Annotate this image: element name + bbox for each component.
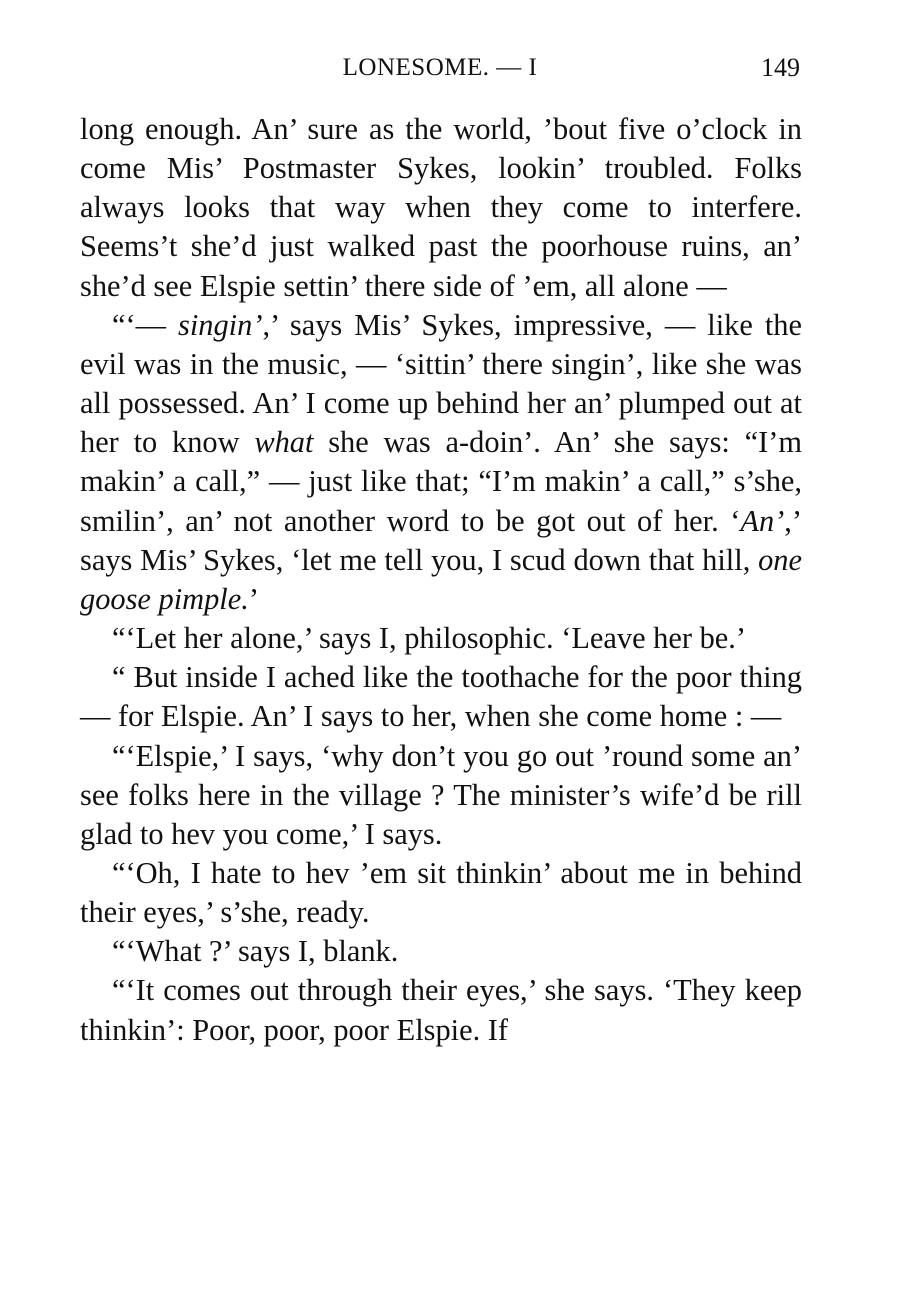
paragraph xyxy=(80,854,802,932)
paragraph xyxy=(80,619,802,658)
text-run: “‘What ?’ says I, blank. xyxy=(112,934,399,969)
text-run: ’ xyxy=(248,581,259,616)
text-run: “‘Oh, I hate to hev ’em sit thinkin’ about me in behind their eyes,’ s’she, ready. xyxy=(80,855,802,930)
italic-text: An’ xyxy=(740,503,785,538)
paragraph xyxy=(80,658,802,736)
italic-text: one goose pimple. xyxy=(80,542,802,616)
text-run: “‘— xyxy=(112,307,179,342)
text-run: “ But inside I ached like the toothache for the poor thing — for Elspie. An’ I says to her, when she come home : — xyxy=(80,660,802,734)
paragraph xyxy=(80,306,802,619)
italic-text: singin’ xyxy=(178,307,263,342)
running-title: LONESOME. — I xyxy=(342,54,538,81)
paragraph xyxy=(80,932,802,971)
text-run: ,’ says Mis’ Sykes, ‘let me tell you, I scud down that hill, xyxy=(80,503,802,577)
text-run: she was a-doin’. An’ she says: “I’m makin’ a call,” — just like that; “I’m makin’ a call,” s’she, smilin’, an’ not another word to be got out of her. ‘ xyxy=(80,425,802,538)
running-head xyxy=(80,50,800,86)
text-run: “‘Let her alone,’ says I, philosophic. ‘Leave her be.’ xyxy=(112,621,746,656)
text-run: “‘Elspie,’ I says, ‘why don’t you go out ’round some an’ see folks here in the village ? The minister’s wife’d be rill glad to hev you come,’ I says. xyxy=(80,738,802,851)
body-text xyxy=(80,110,802,1050)
paragraph xyxy=(80,737,802,854)
text-run: long enough. An’ sure as the world, ’bout five o’clock in come Mis’ Postmaster Sykes, lookin’ troubled. Folks always looks that way when they come to interfere. Seems’t she’d just walked past the poorhouse ruins, an’ she’d see Elspie settin’ there side of ’em, all alone — xyxy=(80,112,802,303)
text-run: ,’ says Mis’ Sykes, impressive, — like the evil was in the music, — ‘sittin’ there singin’, like she was all possessed. An’ I come up behind her an’ plumped out at her to know xyxy=(80,307,802,460)
paragraph xyxy=(80,971,802,1049)
italic-text: what xyxy=(254,425,314,460)
page-number: 149 xyxy=(761,53,800,82)
text-run: “‘It comes out through their eyes,’ she says. ‘They keep thinkin’: Poor, poor, poor Elspie. If xyxy=(80,973,802,1047)
paragraph xyxy=(80,110,802,306)
